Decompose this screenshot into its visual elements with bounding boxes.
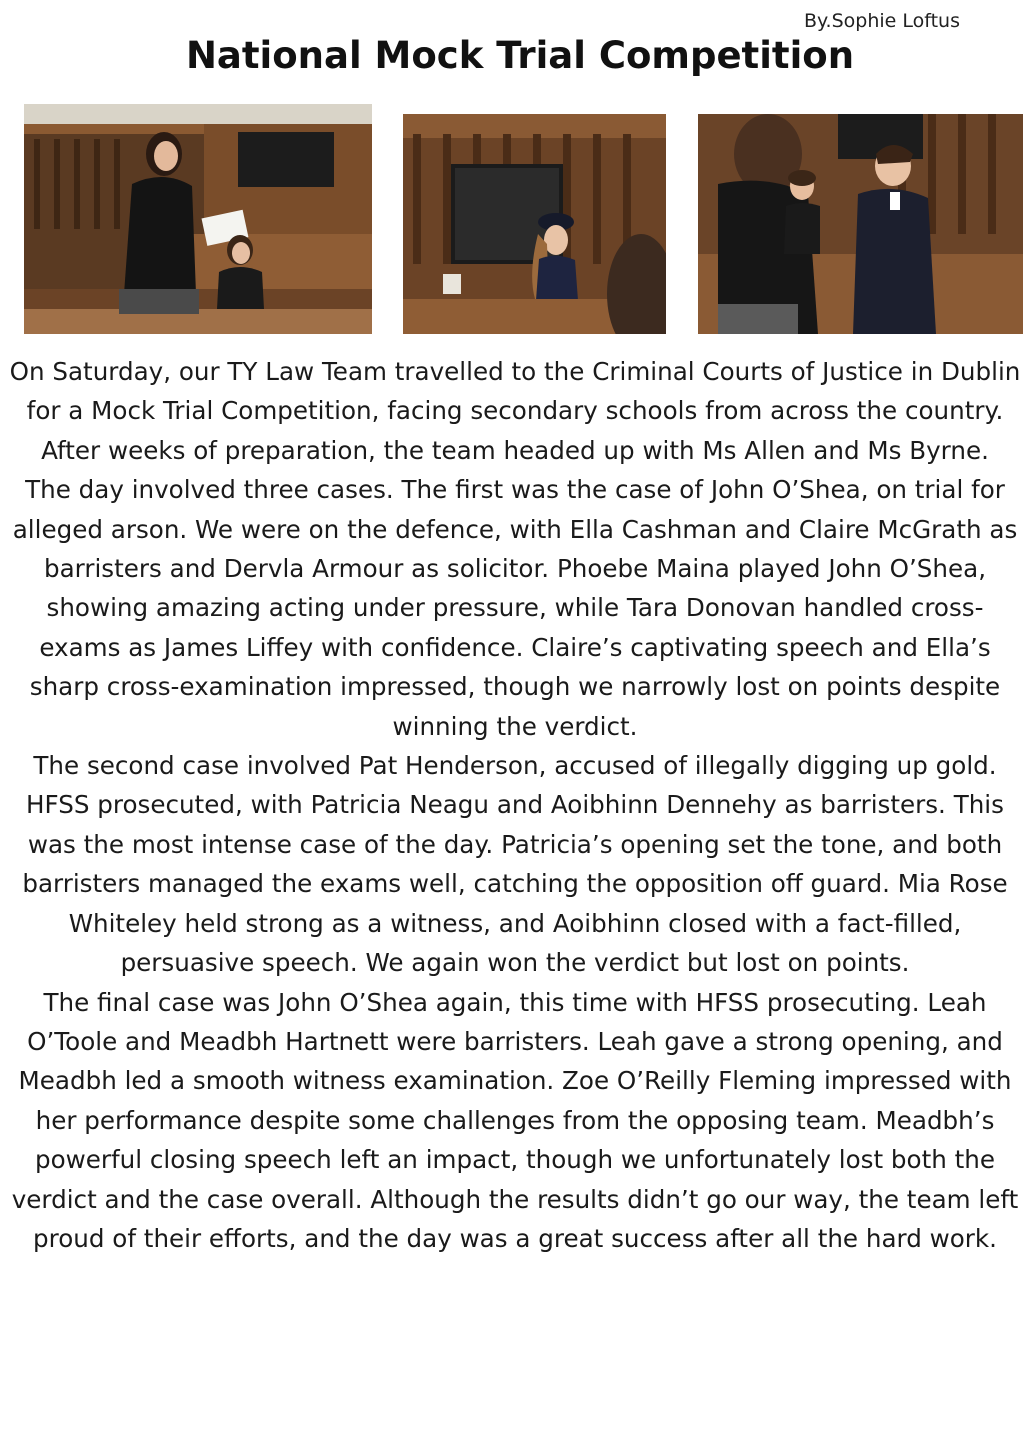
paragraph: The day involved three cases. The first was the case of John O’Shea, on trial for alleged arson. We were on the defence, with Ella Cashman and Claire McGrath as barristers and Dervla Armour as solicitor. Phoebe Maina played John O’Shea, showing amazing acting under pressure, while Tara Donovan handled cross-exams as James Liffey with confidence. Claire’s captivating speech and Ella’s sharp cross-examination impressed, though we narrowly lost on points despite winning the verdict. [12, 475, 1018, 741]
article-body [6, 352, 1024, 1258]
courtroom-photo-icon [698, 114, 1023, 334]
paragraph: The second case involved Pat Henderson, accused of illegally digging up gold. HFSS prosecuted, with Patricia Neagu and Aoibhinn Dennehy as barristers. This was the most intense case of the day. Patricia’s opening set the tone, and both barristers managed the exams well, catching the opposition off guard. Mia Rose Whiteley held strong as a witness, and Aoibhinn closed with a fact-filled, persuasive speech. We again won the verdict but lost on points. [22, 751, 1008, 978]
courtroom-photo-icon [403, 114, 666, 334]
photo-student-speaking [24, 104, 372, 334]
photo-students-greeting [698, 114, 1023, 334]
paragraph: On Saturday, our TY Law Team travelled to the Criminal Courts of Justice in Dublin for a Mock Trial Competition, facing secondary schools from across the country. After weeks of preparation, the team headed up with Ms Allen and Ms Byrne. [9, 357, 1021, 465]
page-title: National Mock Trial Competition [185, 34, 855, 77]
byline: By.Sophie Loftus [803, 10, 960, 32]
paragraph: The final case was John O’Shea again, this time with HFSS prosecuting. Leah O’Toole and Meadbh Hartnett were barristers. Leah gave a strong opening, and Meadbh led a smooth witness examination. Zoe O’Reilly Fleming impressed with her performance despite some challenges from the opposing team. Meadbh’s powerful closing speech left an impact, though we unfortunately lost both the verdict and the case overall. Although the results didn’t go our way, the team left proud of their efforts, and the day was a great success after all the hard work. [11, 987, 1019, 1253]
photo-witness-stand [403, 114, 666, 334]
courtroom-photo-icon [24, 104, 372, 334]
